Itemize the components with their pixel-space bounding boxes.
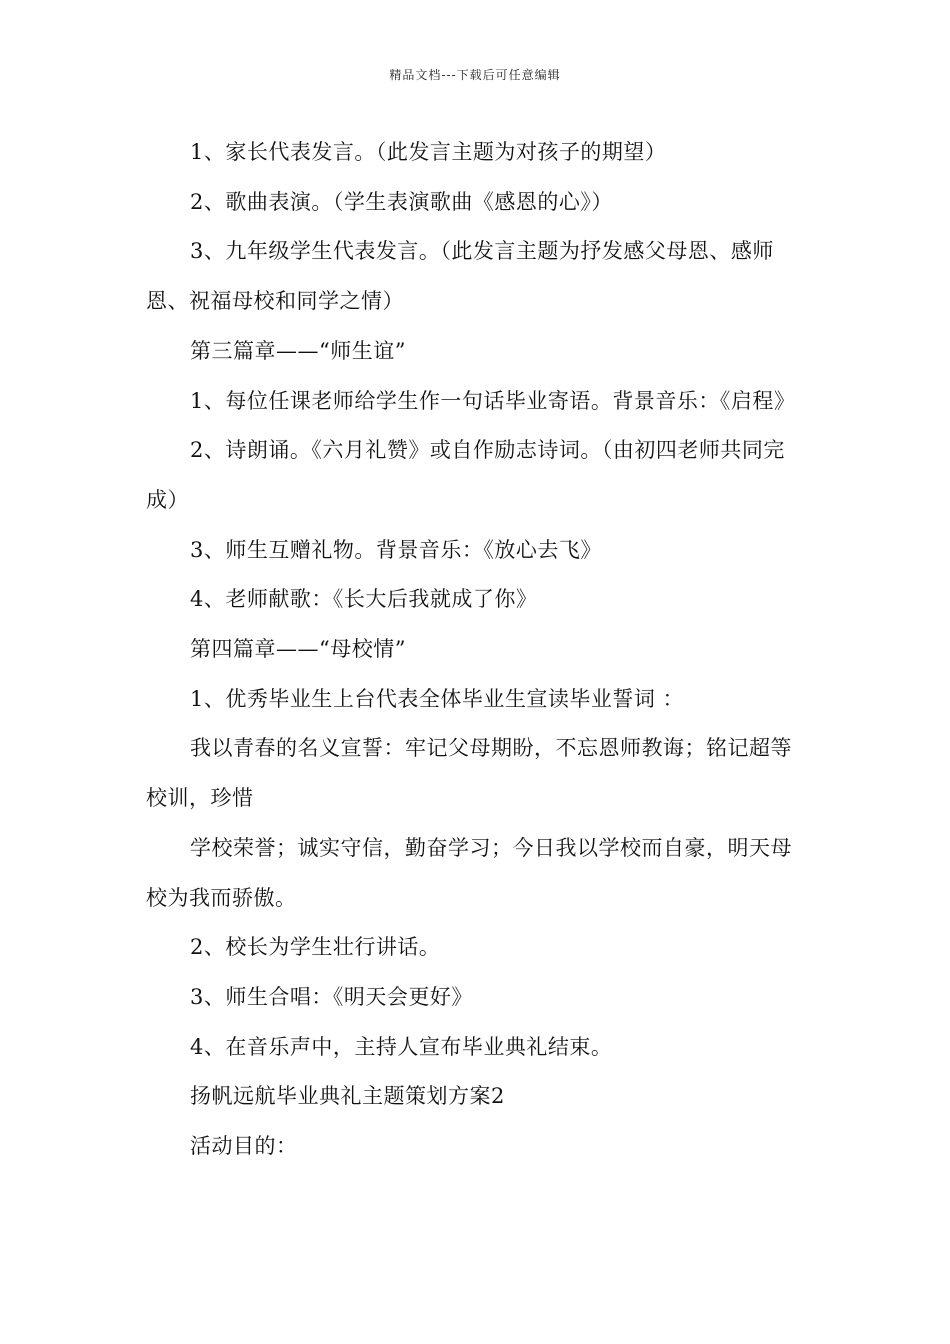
- paragraph-closing: 4、在音乐声中，主持人宣布毕业典礼结束。: [190, 1034, 613, 1059]
- paragraph-student-speech: 3、九年级学生代表发言。（此发言主题为抒发感父母恩、感师恩、祝福母校和同学之情）: [146, 239, 774, 314]
- paragraph-song-performance: 2、歌曲表演。（学生表演歌曲《感恩的心》）: [190, 189, 613, 214]
- section-heading-4: 第四篇章——“母校情”: [190, 637, 406, 662]
- paragraph-teacher-song: 4、老师献歌：《长大后我就成了你》: [190, 587, 538, 612]
- paragraph-parent-speech: 1、家长代表发言。（此发言主题为对孩子的期望）: [190, 140, 667, 164]
- page-header: 精品文档---下载后可任意编辑: [389, 68, 561, 82]
- section-heading-3: 第三篇章——“师生谊”: [190, 338, 406, 363]
- paragraph-teacher-message: 1、每位任课老师给学生作一句话毕业寄语。背景音乐：《启程》: [190, 388, 796, 413]
- paragraph-oath-intro: 1、优秀毕业生上台代表全体毕业生宣读毕业誓词 ：: [190, 686, 685, 711]
- paragraph-oath-part-2: 学校荣誉；诚实守信，勤奋学习；今日我以学校而自豪，明天母校为我而骄傲。: [146, 835, 792, 910]
- document-body: [146, 128, 808, 1172]
- paragraph-gift-exchange: 3、师生互赠礼物。背景音乐：《放心去飞》: [190, 537, 602, 562]
- paragraph-poem-recital: 2、诗朗诵。《六月礼赞》或自作励志诗词。（由初四老师共同完成）: [146, 438, 785, 512]
- paragraph-principal-speech: 2、校长为学生壮行讲话。: [190, 935, 441, 960]
- paragraph-oath-part-1: 我以青春的名义宣誓：牢记父母期盼，不忘恩师教诲；铭记超等校训，珍惜: [146, 736, 792, 811]
- paragraph-chorus: 3、师生合唱：《明天会更好》: [190, 984, 473, 1009]
- paragraph-activity-purpose: 活动目的：: [190, 1134, 298, 1159]
- plan-title: 扬帆远航毕业典礼主题策划方案2: [190, 1084, 505, 1109]
